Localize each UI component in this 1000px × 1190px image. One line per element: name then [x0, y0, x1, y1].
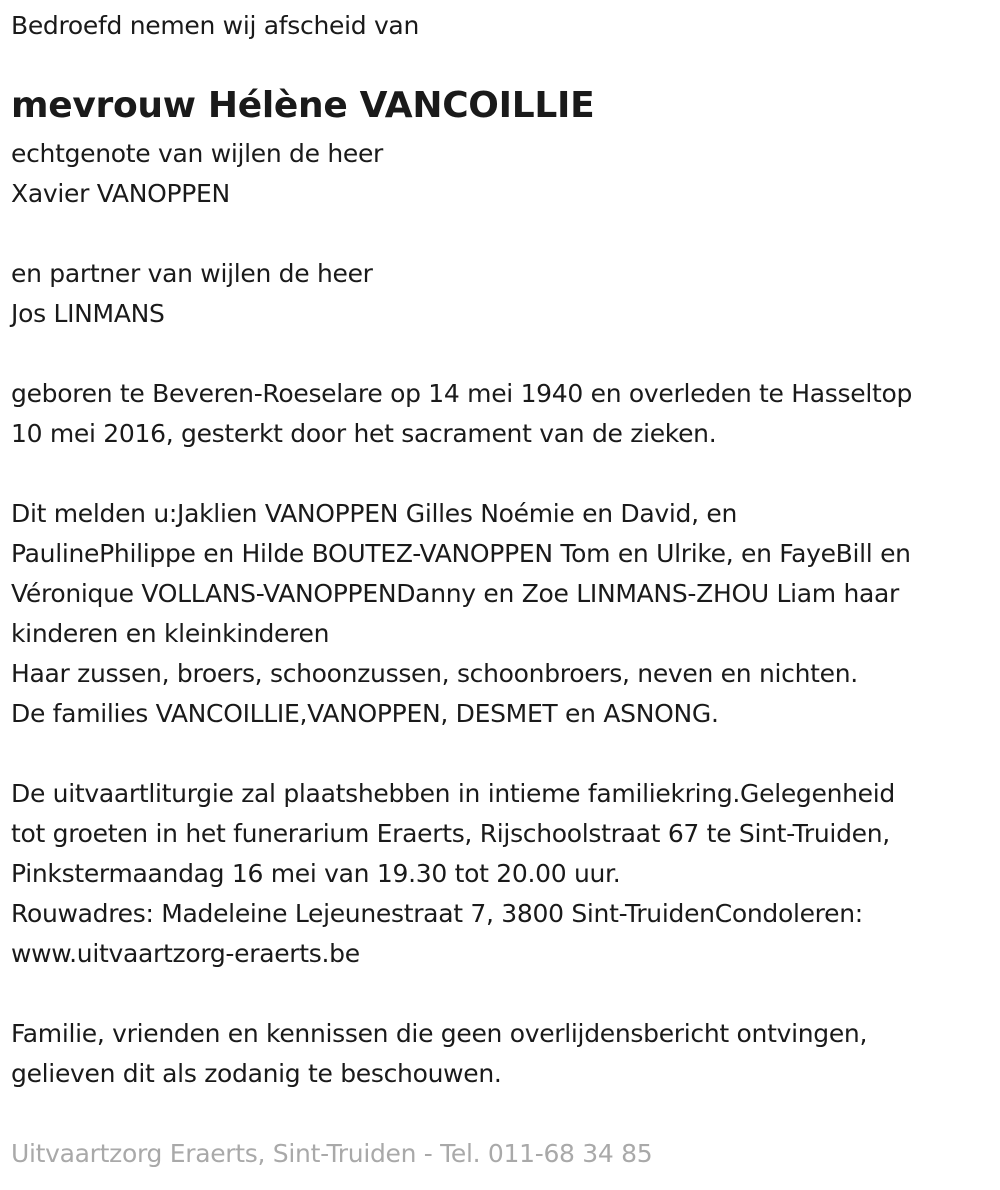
spouse-name: Xavier VANOPPEN [11, 179, 230, 208]
birth-death-line-2: 10 mei 2016, gesterkt door het sacrament van de zieken. [11, 419, 717, 448]
family-line: PaulinePhilippe en Hilde BOUTEZ-VANOPPEN Tom en Ulrike, en FayeBill en [11, 539, 911, 568]
spouse-block [11, 134, 383, 214]
partner-line-1: en partner van wijlen de heer [11, 259, 373, 288]
funeral-info-block [11, 774, 895, 974]
closing-line-1: Familie, vrienden en kennissen die geen overlijdensbericht ontvingen, [11, 1019, 868, 1048]
spouse-line-1: echtgenote van wijlen de heer [11, 139, 384, 168]
funeral-home-footer: Uitvaartzorg Eraerts, Sint-Truiden - Tel. 011-68 34 85 [11, 1139, 653, 1168]
family-line: kinderen en kleinkinderen [11, 619, 330, 648]
funeral-line: Rouwadres: Madeleine Lejeunestraat 7, 3800 Sint-TruidenCondoleren: [11, 899, 863, 928]
closing-line-2: gelieven dit als zodanig te beschouwen. [11, 1059, 502, 1088]
closing-block [11, 1014, 867, 1094]
funeral-line: De uitvaartliturgie zal plaatshebben in intieme familiekring.Gelegenheid [11, 779, 895, 808]
condolence-website: www.uitvaartzorg-eraerts.be [11, 939, 360, 968]
partner-name: Jos LINMANS [11, 299, 165, 328]
family-line: Haar zussen, broers, schoonzussen, schoonbroers, neven en nichten. [11, 659, 858, 688]
family-line: Dit melden u:Jaklien VANOPPEN Gilles Noémie en David, en [11, 499, 737, 528]
family-announcement-block [11, 494, 911, 734]
birth-death-line-1: geboren te Beveren-Roeselare op 14 mei 1940 en overleden te Hasseltop [11, 379, 913, 408]
family-line: Véronique VOLLANS-VANOPPENDanny en Zoe LINMANS-ZHOU Liam haar [11, 579, 900, 608]
family-line: De families VANCOILLIE,VANOPPEN, DESMET en ASNONG. [11, 699, 719, 728]
funeral-line: tot groeten in het funerarium Eraerts, Rijschoolstraat 67 te Sint-Truiden, [11, 819, 890, 848]
birth-death-block [11, 374, 912, 454]
deceased-name: mevrouw Hélène VANCOILLIE [11, 85, 595, 126]
funeral-line: Pinkstermaandag 16 mei van 19.30 tot 20.00 uur. [11, 859, 621, 888]
intro-text: Bedroefd nemen wij afscheid van [11, 11, 419, 40]
partner-block [11, 254, 373, 334]
